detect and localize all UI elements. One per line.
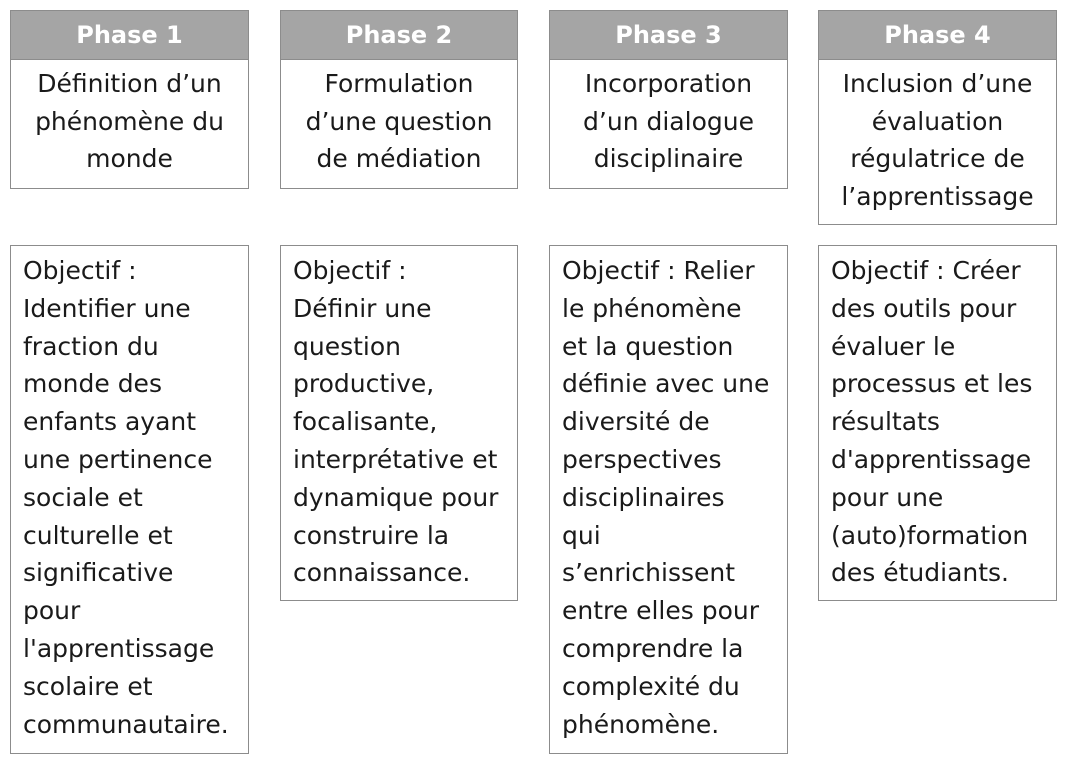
phase-4-header (818, 10, 1057, 60)
phase-3-objective: Objectif : Relier le phénomène et la question définie avec une diversité de perspectives disciplinaires qui s’enrichissent entre elles pour comprendre la complexité du phénomène. (549, 245, 788, 754)
phase-2-objective: Objectif : Définir une question productive, focalisante, interprétative et dynamique pour construire la connaissance. (280, 245, 518, 601)
phase-1-objective: Objectif : Identifier une fraction du monde des enfants ayant une pertinence sociale et culturelle et significative pour l'apprentissage scolaire et communautaire. (10, 245, 249, 754)
phase-3-header (549, 10, 788, 60)
phase-3-title: Incorporation d’un dialogue disciplinaire (549, 60, 788, 189)
phase-4-label: Phase 4 (884, 21, 991, 49)
phase-2-header (280, 10, 518, 60)
phase-2-title: Formulation d’une question de médiation (280, 60, 518, 189)
phase-4-title: Inclusion d’une évaluation régulatrice de l’apprentissage (818, 60, 1057, 225)
phase-1-title: Définition d’un phénomène du monde (10, 60, 249, 189)
phase-1-header (10, 10, 249, 60)
phase-2-label: Phase 2 (345, 21, 453, 49)
phase-4-objective: Objectif : Créer des outils pour évaluer le processus et les résultats d'apprentissage pour une (auto)formation des étudiants. (818, 245, 1057, 601)
phase-3-label: Phase 3 (615, 21, 722, 49)
phase-1-label: Phase 1 (76, 21, 183, 49)
